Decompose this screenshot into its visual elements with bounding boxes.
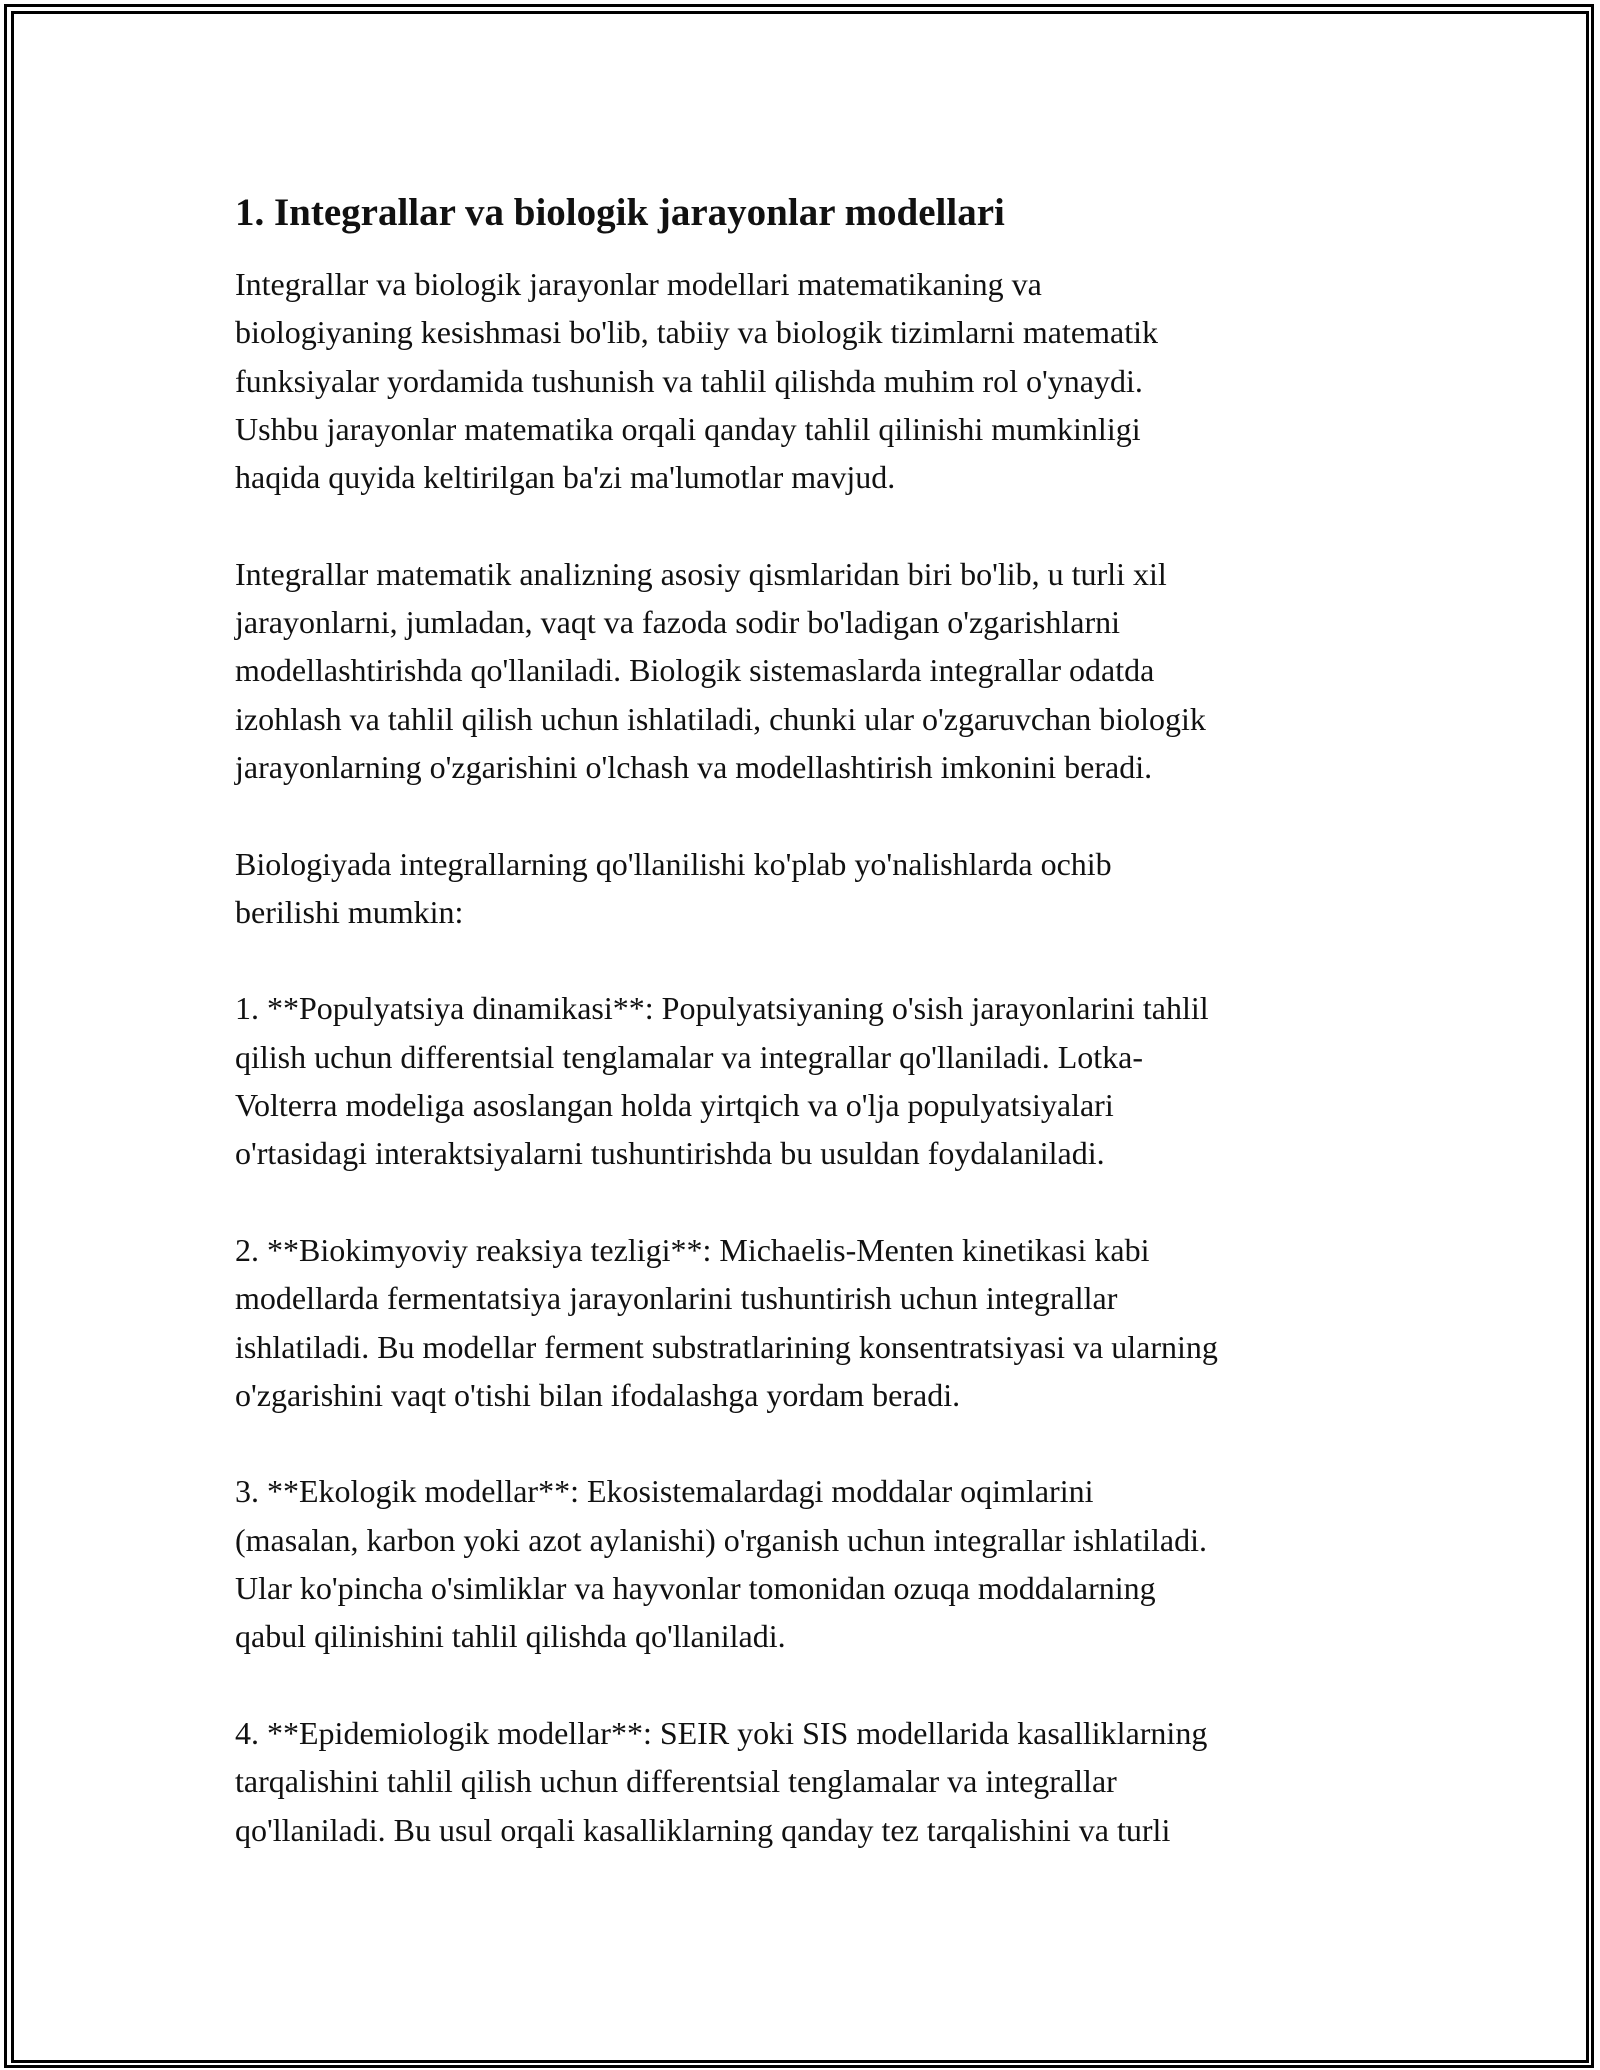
document-title: 1. Integrallar va biologik jarayonlar modellari — [235, 191, 1005, 234]
list-item-biochemical-reaction: 2. **Biokimyoviy reaksiya tezligi**: Michaelis-Menten kinetikasi kabi modellarda fermentatsiya jarayonlarini tushuntirish uchun integrallar ishlatiladi. Bu modellar ferment substratlarining konsentratsiyasi va ularning o'zgarishini vaqt o'tishi bilan ifodalashga yordam beradi. — [235, 1231, 1218, 1413]
list-item-epidemiological-models: 4. **Epidemiologik modellar**: SEIR yoki SIS modellarida kasalliklarning tarqalishini tahlil qilish uchun differentsial tenglamalar va integrallar qo'llaniladi. Bu usul orqali kasalliklarning qanday tez tarqalishini va turli — [235, 1714, 1208, 1848]
list-item-ecological-models: 3. **Ekologik modellar**: Ekosistemalardagi moddalar oqimlarini (masalan, karbon yoki azot aylanishi) o'rganish uchun integrallar ishlatiladi. Ular ko'pincha o'simliklar va hayvonlar tomonidan ozuqa moddalarning qabul qilinishini tahlil qilishda qo'llaniladi. — [235, 1473, 1208, 1655]
paragraph-integrals: Integrallar matematik analizning asosiy qismlaridan biri bo'lib, u turli xil jarayonlarni, jumladan, vaqt va fazoda sodir bo'ladigan o'zgarishlarni modellashtirishda qo'llaniladi. Biologik sistemaslarda integrallar odatda izohlash va tahlil qilish uchun ishlatiladi, chunki ular o'zgaruvchan biologik jarayonlarning o'zgarishini o'lchash va modellashtirish imkonini beradi. — [235, 555, 1206, 785]
list-item-population-dynamics: 1. **Populyatsiya dinamikasi**: Populyatsiyaning o'sish jarayonlarini tahlil qilish uchun differentsial tenglamalar va integrallar qo'llaniladi. Lotka- Volterra modeliga asoslangan holda yirtqich va o'lja populyatsiyalari o'rtasidagi interaktsiyalarni tushuntirishda bu usuldan foydalaniladi. — [235, 990, 1209, 1172]
paragraph-intro: Integrallar va biologik jarayonlar modellari matematikaning va biologiyaning kesishmasi bo'lib, tabiiy va biologik tizimlarni matematik funksiyalar yordamida tushunish va tahlil qilishda muhim rol o'ynaydi. Ushbu jarayonlar matematika orqali qanday tahlil qilinishi mumkinligi haqida quyida keltirilgan ba'zi ma'lumotlar mavjud. — [235, 266, 1158, 496]
paragraph-applications: Biologiyada integrallarning qo'llanilishi ko'plab yo'nalishlarda ochib berilishi mumkin: — [235, 845, 1112, 930]
document-body — [235, 186, 1370, 1902]
